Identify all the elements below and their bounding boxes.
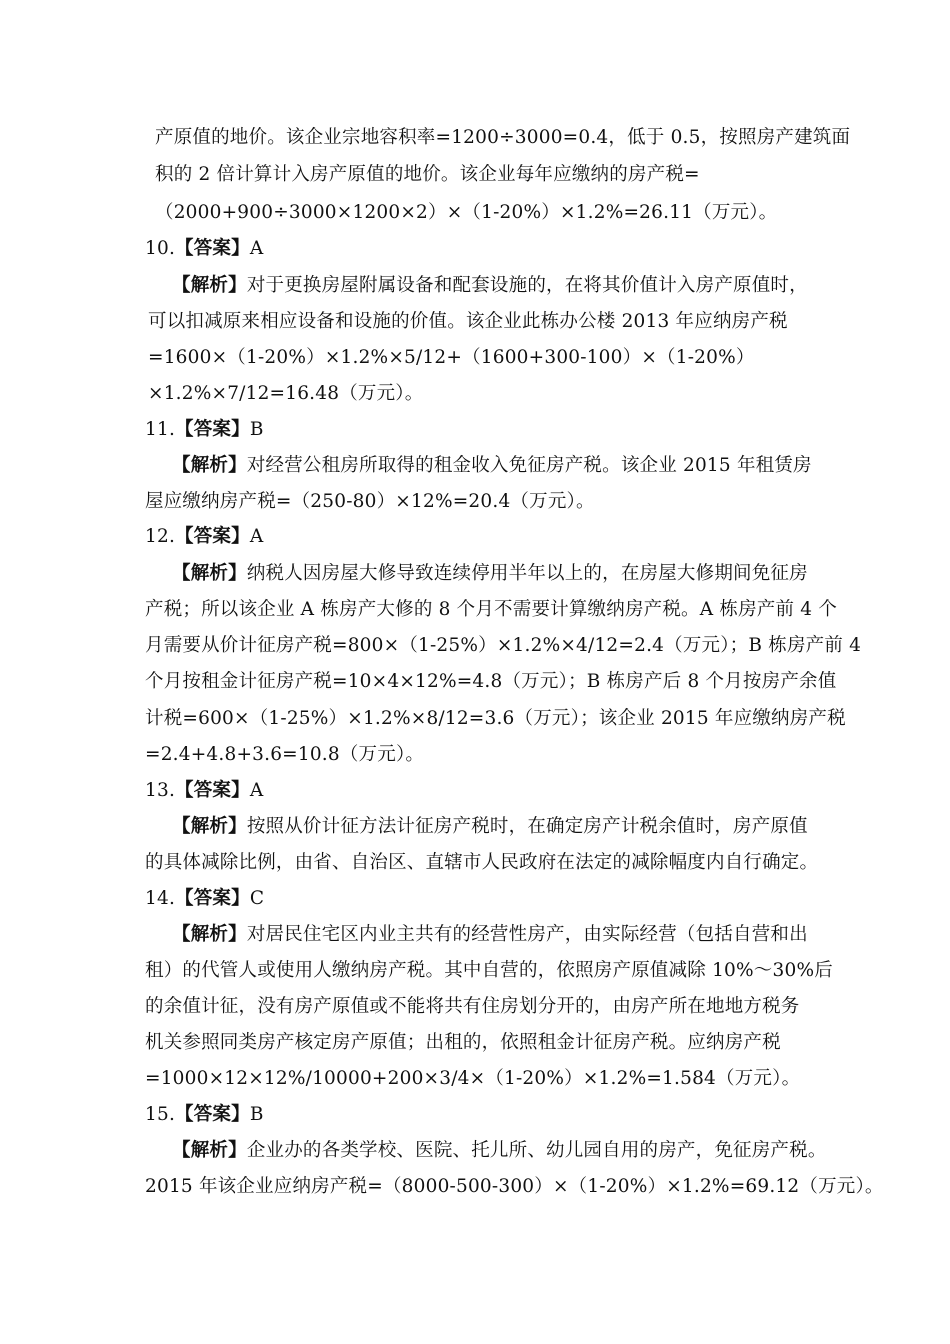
analysis-text: 纳税人因房屋大修导致连续停用半年以上的，在房屋大修期间免征房: [246, 563, 808, 584]
text-line: =1600×（1-20%）×1.2%×5/12+（1600+300-100）×（1-20%）: [148, 347, 755, 368]
answer-tag: 【答案】: [175, 419, 250, 440]
text-line: 产原值的地价。该企业宗地容积率=1200÷3000=0.4，低于 0.5，按照房产建筑面: [155, 127, 851, 148]
answer-value: A: [249, 526, 264, 547]
answer-value: A: [249, 780, 264, 801]
analysis-tag: 【解析】: [172, 924, 247, 945]
text-line: 产税；所以该企业 A 栋房产大修的 8 个月不需要计算缴纳房产税。A 栋房产前 4 个: [145, 599, 838, 620]
analysis-text: 企业办的各类学校、医院、托儿所、幼儿园自用的房产，免征房产税。: [246, 1140, 827, 1161]
analysis-line: [172, 273, 808, 299]
answer-line: [145, 236, 263, 262]
analysis-line: [172, 453, 812, 479]
text-line: 租）的代管人或使用人缴纳房产税。其中自营的，依照房产原值减除 10%～30%后: [145, 960, 833, 981]
answer-tag: 【答案】: [175, 526, 250, 547]
analysis-line: [172, 1138, 827, 1164]
text-line: 计税=600×（1-25%）×1.2%×8/12=3.6（万元）；该企业 2015 年应缴纳房产税: [145, 708, 846, 729]
answer-tag: 【答案】: [175, 1104, 250, 1125]
question-number: 15.: [145, 1104, 176, 1125]
text-line: =2.4+4.8+3.6=10.8（万元）。: [145, 744, 425, 765]
analysis-line: [172, 561, 808, 587]
analysis-tag: 【解析】: [172, 455, 247, 476]
answer-line: [145, 417, 264, 443]
analysis-tag: 【解析】: [172, 1140, 247, 1161]
analysis-tag: 【解析】: [172, 563, 247, 584]
text-line: （2000+900÷3000×1200×2）×（1-20%）×1.2%=26.11（万元）。: [155, 202, 778, 223]
text-line: 个月按租金计征房产税=10×4×12%=4.8（万元）；B 栋房产后 8 个月按房产余值: [145, 671, 837, 692]
text-line: =1000×12×12%/10000+200×3/4×（1-20%）×1.2%=1.584（万元）。: [145, 1068, 801, 1089]
text-line: 机关参照同类房产核定房产原值；出租的，依照租金计征房产税。应纳房产税: [145, 1032, 781, 1053]
text-line: 积的 2 倍计算计入房产原值的地价。该企业每年应缴纳的房产税=: [155, 164, 700, 185]
question-number: 14.: [145, 888, 176, 909]
question-number: 12.: [145, 526, 176, 547]
answer-value: B: [249, 1104, 264, 1125]
text-line: 月需要从价计征房产税=800×（1-25%）×1.2%×4/12=2.4（万元）；B 栋房产前 4: [145, 635, 862, 656]
answer-tag: 【答案】: [175, 238, 250, 259]
question-number: 11.: [145, 419, 176, 440]
answer-value: C: [249, 888, 265, 909]
answer-line: [145, 778, 263, 804]
text-line: 的具体减除比例，由省、自治区、直辖市人民政府在法定的减除幅度内自行确定。: [145, 852, 819, 873]
question-number: 10.: [145, 238, 176, 259]
text-line: ×1.2%×7/12=16.48（万元）。: [148, 383, 424, 404]
answer-tag: 【答案】: [175, 780, 250, 801]
answer-line: [145, 1102, 264, 1128]
analysis-tag: 【解析】: [172, 275, 247, 296]
answer-value: A: [249, 238, 264, 259]
question-number: 13.: [145, 780, 176, 801]
analysis-line: [172, 814, 808, 840]
answer-line: [145, 886, 264, 912]
text-line: 可以扣减原来相应设备和设施的价值。该企业此栋办公楼 2013 年应纳房产税: [148, 311, 788, 332]
analysis-text: 对于更换房屋附属设备和配套设施的，在将其价值计入房产原值时，: [246, 275, 808, 296]
analysis-text: 对经营公租房所取得的租金收入免征房产税。该企业 2015 年租赁房: [246, 455, 812, 476]
answer-tag: 【答案】: [175, 888, 250, 909]
text-line: 2015 年该企业应纳房产税=（8000-500-300）×（1-20%）×1.2%=69.12（万元）。: [145, 1176, 884, 1197]
analysis-text: 按照从价计征方法计征房产税时，在确定房产计税余值时，房产原值: [246, 816, 808, 837]
analysis-text: 对居民住宅区内业主共有的经营性房产，由实际经营（包括自营和出: [246, 924, 808, 945]
answer-line: [145, 524, 263, 550]
text-line: 屋应缴纳房产税=（250-80）×12%=20.4（万元）。: [145, 491, 595, 512]
answer-value: B: [249, 419, 264, 440]
text-line: 的余值计征，没有房产原值或不能将共有住房划分开的，由房产所在地地方税务: [145, 996, 800, 1017]
analysis-tag: 【解析】: [172, 816, 247, 837]
analysis-line: [172, 922, 808, 948]
